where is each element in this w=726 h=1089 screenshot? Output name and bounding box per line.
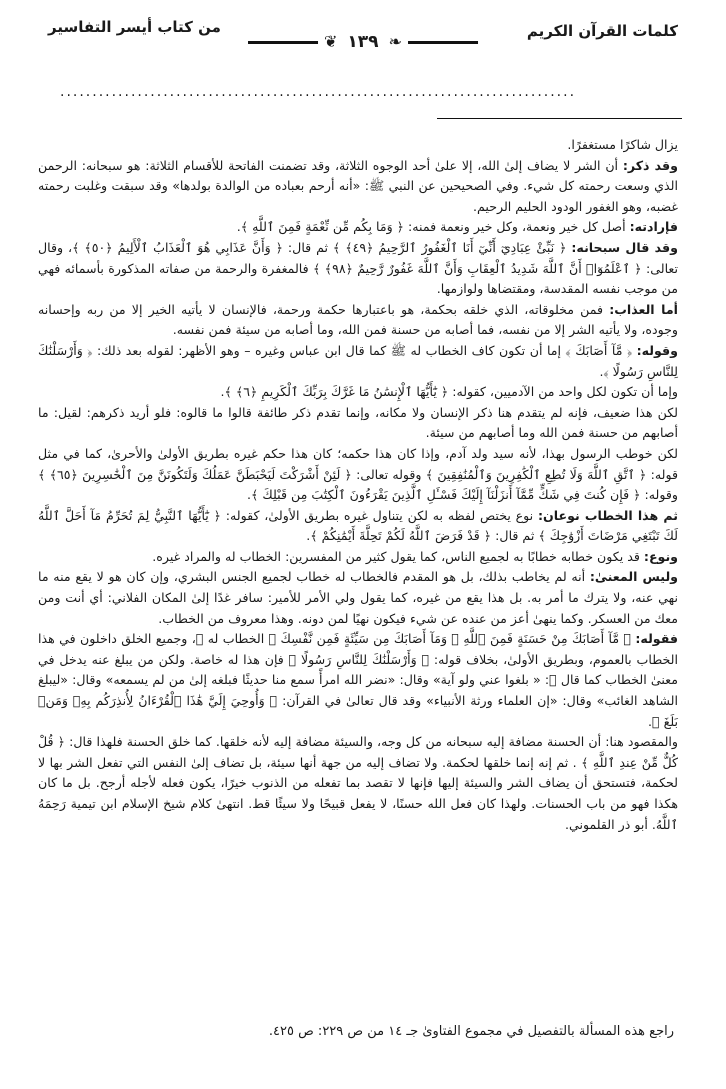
paragraph-text: ﴿ مَّآ أَصَابَكَ مِنْ حَسَنَةٍ فَمِنَ ٱللَّهِ ۖ وَمَآ أَصَابَكَ مِن سَيِّئَةٍ فَمِن نَّفْسِكَ ﴾ الخطاب له ﷺ، وجميع الخلق داخلون في هذا الخطاب بالعموم، وبطريق الأولىٰ، بخلاف قوله: ﴿ وَأَرْسَلْنَٰكَ لِلنَّاسِ رَسُولًا ﴾ فإن هذا له خاصة. ولكن من يبلغ عنه يدخل في معنىٰ الخطاب كما قال ﷺ: « بلغوا عني ولو آية» وقال: «نضر الله امرأً سمع منا حديثًا فبلغه إلىٰ من لم يسمعه» وقال: «ليبلغ الشاهد الغائب» وقال: «إن العلماء ورثة الأنبياء» وقد قال تعالىٰ في القرآن: ﴿ وَأُوحِيَ إِلَيَّ هَٰذَا ٱلْقُرْءَانُ لِأُنذِرَكُم بِهِۦ وَمَنۢ بَلَغَ ﴾. <box>38 631 678 729</box>
ornament-icon: ❦ <box>324 32 338 51</box>
paragraph <box>38 341 678 382</box>
paragraph <box>38 547 678 568</box>
paragraph <box>38 567 678 629</box>
paragraph-lead: أما العذاب: <box>609 301 678 317</box>
paragraph <box>38 444 678 506</box>
paragraph-text: قد يكون خطابه خطابًا به لجميع الناس، كما يقول كثير من المفسرين: الخطاب له والمراد غيره. <box>152 548 644 564</box>
paragraph <box>38 217 678 238</box>
header-rule-right <box>408 41 478 44</box>
paragraph <box>38 300 678 341</box>
paragraph-text: أن الشر لا يضاف إلىٰ الله، إلا علىٰ أحد الوجوه الثلاثة، وقد تضمنت الفاتحة للأقسام الثلاثة: هو سبحانه: الرحمن الذي وسعت رحمته كل شيء. وفي الصحيحين عن النبي ﷺ: «أنه أرحم بعباده من الوالدة بولدها» وقد سبقت وغلبت رحمته غضبه، وهو الغفور الودود الحليم الرحيم. <box>38 157 678 214</box>
paragraph-text: ﴿ نَبِّئْ عِبَادِيٓ أَنِّيٓ أَنَا ٱلْغَفُورُ ٱلرَّحِيمُ ﴿٤٩﴾ ﴾ ثم قال: ﴿ وَأَنَّ عَذَابِي هُوَ ٱلْعَذَابُ ٱلْأَلِيمُ ﴿٥٠﴾ ﴾، وقال تعالى: ﴿ ٱعْلَمُوٓا۟ أَنَّ ٱللَّهَ شَدِيدُ ٱلْعِقَابِ وَأَنَّ ٱللَّهَ غَفُورٌ رَّحِيمٌ ﴿٩٨﴾ ﴾ فالمغفرة والرحمة من صفاته المذكورة بأسمائه فهي من موجب نفسه المقدسة، ومقتضاها ولوازمها. <box>38 239 678 297</box>
paragraph <box>38 732 678 835</box>
book-title: كلمات القرآن الكريم <box>526 22 678 40</box>
paragraph <box>38 238 678 300</box>
paragraph-lead: وقوله: <box>636 342 678 358</box>
paragraph <box>38 156 678 218</box>
paragraph-text: لكن هذا ضعيف، فإنه لم يتقدم هنا ذكر الإنسان ولا مكانه، وإنما تقدم ذكر طائفة قالوا ما قالوه: فلو أريد ذكرهم: لقيل: ما أصابهم من حسنة فمن الله وما أصابهم من سيئة. <box>38 404 678 441</box>
page-number-ornament <box>248 32 478 52</box>
paragraph-text: ﴿ مَّآ أَصَابَكَ ﴾ إما أن تكون كاف الخطاب له ﷺ كما قال ابن عباس وغيره – وهو الأظهر: لقوله بعد ذلك: ﴿ وَأَرْسَلْنَٰكَ لِلنَّاسِ رَسُولًا ﴾. <box>38 342 678 379</box>
footnote: راجع هذه المسألة بالتفصيل في مجموع الفتاوىٰ جـ ١٤ من ص ٢٢٩: ص ٤٢٥. <box>268 1024 674 1039</box>
paragraph <box>38 629 678 732</box>
source-title: من كتاب أيسر التفاسير <box>48 18 221 36</box>
paragraph-lead: وليس المعنىٰ: <box>589 569 678 585</box>
dotted-separator: ................................................................................ <box>60 84 577 100</box>
paragraph-lead: ونوع: <box>643 548 678 564</box>
paragraph-text: وإما أن تكون لكل واحد من الآدميين، كقوله: ﴿ يَٰٓأَيُّهَا ٱلْإِنسَٰنُ مَا غَرَّكَ بِرَبِّكَ ٱلْكَرِيمِ ﴿٦﴾ ﴾. <box>220 384 678 400</box>
paragraph <box>38 403 678 444</box>
paragraph <box>38 506 678 547</box>
paragraph-lead: وقد ذكر: <box>622 157 679 173</box>
page-number: ١٣٩ <box>347 32 379 52</box>
paragraph-text: أنه لم يخاطب بذلك، بل هو المقدم فالخطاب له خطاب لجميع الجنس البشري، وإن كان هو لا يقع منه ما نهي عنه، ولا يترك ما أمر به. بل هذا يقع من غيره، كما يقول ولي الأمر للأمير: سافر غدًا إلىٰ المكان الفلاني: أي أنت ومن معك من العسكر. وكما ينهىٰ أعز من عنده عن شيء فيكون نهيًا لمن دونه. وهذا معروف من الخطاب. <box>38 569 678 626</box>
header-rule-left <box>248 41 318 44</box>
body-text <box>38 135 678 1035</box>
paragraph <box>38 382 678 403</box>
paragraph-lead: ثم هذا الخطاب نوعان: <box>537 507 678 523</box>
paragraph <box>38 135 678 156</box>
footnote-rule <box>437 118 682 119</box>
paragraph-lead: وقد قال سبحانه: <box>571 239 678 255</box>
paragraph-text: والمقصود هنا: أن الحسنة مضافة إليه سبحانه من كل وجه، والسيئة مضافة إليه لأنه خلقها. كما خلق الحسنة فلهذا قال: ﴿ قُلْ كُلٌّ مِّنْ عِندِ ٱللَّهِ ﴾ . ثم إنه إنما خلقها لحكمة. ولا تضاف إليه من جهة أنها سيئة، بل تضاف إلىٰ النفس التي تفعل الشر بها لا لحكمة، فتستحق أن يضاف الشر والسيئة إليها فإنها لا تقصد بما تفعله من الذنوب خيرًا، يكون فعله لأجله أرجح. بل ما كان هكذا فهو من باب الحسنات. ولهذا كان فعل الله حسنًا، لا يفعل قبيحًا ولا سيئًا قط. انتهىٰ كلام شيخ الإسلام ابن تيمية رَحِمَهُ ٱللَّهُ. أبو ذر القلموني. <box>38 734 678 832</box>
page-header <box>48 18 678 58</box>
paragraph-text: أصل كل خير ونعمة، وكل خير ونعمة فمنه: ﴿ وَمَا بِكُم مِّن نِّعْمَةٍ فَمِنَ ٱللَّهِ ﴾. <box>236 219 630 235</box>
ornament-icon: ❧ <box>388 32 402 51</box>
paragraph-text: نوع يختص لفظه به لكن يتناول غيره بطريق الأولىٰ، كقوله: ﴿ يَٰٓأَيُّهَا ٱلنَّبِيُّ لِمَ تُحَرِّمُ مَآ أَحَلَّ ٱللَّهُ لَكَ تَبْتَغِي مَرْضَاتَ أَزْوَٰجِكَ ﴾ ثم قال: ﴿ قَدْ فَرَضَ ٱللَّهُ لَكُمْ تَحِلَّةَ أَيْمَٰنِكُمْ ﴾. <box>38 507 678 544</box>
paragraph-lead: فإرادته: <box>629 219 678 235</box>
paragraph-text: لكن خوطب الرسول بهذا، لأنه سيد ولد آدم، وإذا كان هذا حكمه؛ كان هذا حكم غيره بطريق الأولىٰ والأحرىٰ، كما في مثل قوله: ﴿ ٱتَّقِ ٱللَّهَ وَلَا تُطِعِ ٱلْكَٰفِرِينَ وَٱلْمُنَٰفِقِينَ ﴾ وقوله تعالى: ﴿ لَئِنْ أَشْرَكْتَ لَيَحْبَطَنَّ عَمَلُكَ وَلَتَكُونَنَّ مِنَ ٱلْخَٰسِرِينَ ﴿٦٥﴾ ﴾ وقوله: ﴿ فَإِن كُنتَ فِي شَكٍّ مِّمَّآ أَنزَلْنَآ إِلَيْكَ فَسْـَٔلِ ٱلَّذِينَ يَقْرَءُونَ ٱلْكِتَٰبَ مِن قَبْلِكَ ﴾. <box>38 445 679 503</box>
paragraph-text: فمن مخلوقاته، الذي خلقه بحكمة، هو باعتبارها حكمة ورحمة، فالإنسان لا يأتيه الخير إلا من ربه وإحسانه وجوده، ولا يأتيه الشر إلا من نفسه، فما أصابه من حسنة فمن الله، وما أصابه من سيئة فمن نفسه. <box>38 301 678 338</box>
paragraph-text: يزال شاكرًا مستغفرًا. <box>567 137 678 152</box>
paragraph-lead: فقوله: <box>635 631 678 647</box>
